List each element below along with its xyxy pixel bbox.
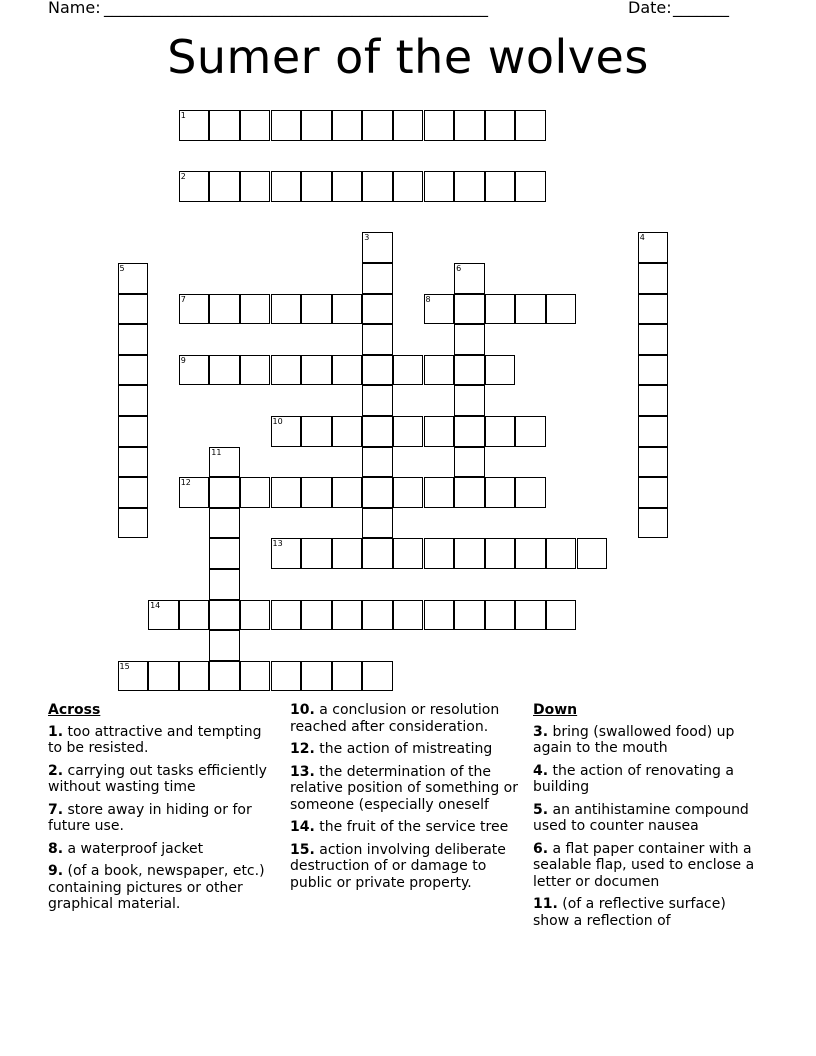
- grid-cell[interactable]: [362, 508, 393, 539]
- grid-cell[interactable]: [271, 416, 302, 447]
- grid-cell[interactable]: [240, 110, 271, 141]
- grid-cell[interactable]: [118, 508, 149, 539]
- grid-cell[interactable]: [240, 294, 271, 325]
- grid-cell[interactable]: [362, 385, 393, 416]
- clue-item: [533, 802, 765, 835]
- grid-cell[interactable]: [424, 477, 455, 508]
- grid-cell[interactable]: [454, 538, 485, 569]
- clue-number: 4: [639, 233, 645, 243]
- clue-item-number: 4.: [533, 762, 549, 779]
- clue-item-text: the fruit of the service tree: [319, 819, 509, 835]
- clue-item-number: 1.: [48, 723, 64, 740]
- across-list-2: [290, 702, 522, 891]
- clue-number: 13: [272, 539, 283, 549]
- grid-cell[interactable]: [424, 171, 455, 202]
- clue-item-text: the determination of the relative position of something or someone (especially oneself: [290, 763, 518, 813]
- clue-item: [533, 896, 765, 929]
- clue-number: 5: [119, 264, 125, 273]
- clue-number: 1: [180, 111, 186, 120]
- grid-cell[interactable]: [638, 508, 669, 539]
- grid-cell[interactable]: [638, 324, 669, 355]
- clue-number: 12: [180, 478, 191, 488]
- clue-number: 9: [180, 355, 186, 365]
- across-clues-column: [48, 702, 278, 919]
- grid-cell[interactable]: [362, 447, 393, 478]
- grid-cell[interactable]: [454, 355, 485, 386]
- grid-cell[interactable]: [209, 171, 240, 202]
- grid-cell[interactable]: [362, 538, 393, 569]
- grid-cell[interactable]: [209, 294, 240, 325]
- grid-cell[interactable]: [362, 294, 393, 325]
- clue-item: [290, 702, 522, 735]
- grid-cell[interactable]: [179, 171, 210, 202]
- grid-cell[interactable]: [118, 416, 149, 447]
- grid-cell[interactable]: [638, 355, 669, 386]
- grid-cell[interactable]: [393, 477, 424, 508]
- grid-cell[interactable]: [454, 294, 485, 325]
- grid-cell[interactable]: [271, 355, 302, 386]
- grid-cell[interactable]: [454, 477, 485, 508]
- clue-item-number: 15.: [290, 841, 315, 858]
- grid-cell[interactable]: [209, 477, 240, 508]
- clue-number: 6: [456, 264, 462, 273]
- clue-item: [48, 802, 278, 835]
- grid-cell[interactable]: [515, 600, 546, 631]
- grid-cell[interactable]: [638, 477, 669, 508]
- grid-cell[interactable]: [271, 294, 302, 325]
- grid-cell[interactable]: [638, 294, 669, 325]
- grid-cell[interactable]: [454, 385, 485, 416]
- clue-item-text: a conclusion or resolution reached after consideration.: [290, 702, 500, 735]
- grid-cell[interactable]: [454, 324, 485, 355]
- clue-item-number: 3.: [533, 723, 549, 740]
- grid-cell[interactable]: [118, 263, 149, 294]
- across-clues-column-2: [290, 702, 522, 897]
- grid-cell[interactable]: [362, 110, 393, 141]
- grid-cell[interactable]: [393, 171, 424, 202]
- grid-cell[interactable]: [332, 416, 363, 447]
- grid-cell[interactable]: [485, 171, 516, 202]
- grid-cell[interactable]: [332, 538, 363, 569]
- across-list: [48, 724, 278, 913]
- name-blank[interactable]: ________________________________________________: [104, 0, 488, 17]
- grid-cell[interactable]: [362, 661, 393, 692]
- grid-cell[interactable]: [546, 538, 577, 569]
- grid-cell[interactable]: [638, 232, 669, 263]
- clue-item-number: 10.: [290, 702, 315, 718]
- clue-item-number: 2.: [48, 762, 64, 779]
- grid-cell[interactable]: [362, 263, 393, 294]
- clue-item: [48, 863, 278, 913]
- grid-cell[interactable]: [393, 355, 424, 386]
- grid-cell[interactable]: [209, 600, 240, 631]
- clue-item: [290, 819, 522, 836]
- grid-cell[interactable]: [209, 447, 240, 478]
- clue-item: [48, 763, 278, 796]
- clue-item-text: an antihistamine compound used to counter nausea: [533, 801, 749, 834]
- grid-cell[interactable]: [240, 477, 271, 508]
- grid-cell[interactable]: [209, 661, 240, 692]
- clue-number: 14: [150, 600, 161, 610]
- clue-item-number: 13.: [290, 763, 315, 780]
- grid-cell[interactable]: [424, 416, 455, 447]
- grid-cell[interactable]: [209, 630, 240, 661]
- grid-cell[interactable]: [332, 600, 363, 631]
- grid-cell[interactable]: [485, 110, 516, 141]
- down-heading: Down: [533, 702, 578, 718]
- clue-item: [533, 841, 765, 891]
- down-clues-column: [533, 702, 765, 935]
- grid-cell[interactable]: [332, 477, 363, 508]
- grid-cell[interactable]: [332, 294, 363, 325]
- grid-cell[interactable]: [546, 600, 577, 631]
- grid-cell[interactable]: [148, 661, 179, 692]
- clue-item: [48, 841, 278, 858]
- grid-cell[interactable]: [362, 324, 393, 355]
- clue-item-number: 9.: [48, 863, 64, 879]
- grid-cell[interactable]: [179, 294, 210, 325]
- grid-cell[interactable]: [515, 477, 546, 508]
- grid-cell[interactable]: [179, 661, 210, 692]
- grid-cell[interactable]: [240, 171, 271, 202]
- date-blank[interactable]: _______: [673, 0, 729, 17]
- clue-item-text: (of a book, newspaper, etc.) containing pictures or other graphical material.: [48, 863, 265, 912]
- grid-cell[interactable]: [454, 263, 485, 294]
- name-label: Name:: [48, 0, 101, 17]
- grid-cell[interactable]: [271, 171, 302, 202]
- grid-cell[interactable]: [485, 477, 516, 508]
- grid-cell[interactable]: [638, 416, 669, 447]
- clue-item-text: store away in hiding or for future use.: [48, 801, 252, 834]
- clue-item: [48, 724, 278, 757]
- grid-cell[interactable]: [424, 538, 455, 569]
- grid-cell[interactable]: [454, 416, 485, 447]
- grid-cell[interactable]: [485, 416, 516, 447]
- grid-cell[interactable]: [209, 508, 240, 539]
- grid-cell[interactable]: [301, 477, 332, 508]
- grid-cell[interactable]: [209, 569, 240, 600]
- clue-item-number: 6.: [533, 840, 549, 857]
- grid-cell[interactable]: [638, 447, 669, 478]
- grid-cell[interactable]: [148, 600, 179, 631]
- clue-item-number: 7.: [48, 801, 64, 818]
- grid-cell[interactable]: [301, 661, 332, 692]
- grid-cell[interactable]: [118, 385, 149, 416]
- grid-cell[interactable]: [515, 171, 546, 202]
- across-heading: Across: [48, 702, 101, 718]
- grid-cell[interactable]: [179, 355, 210, 386]
- clue-item-number: 14.: [290, 819, 315, 835]
- grid-cell[interactable]: [393, 600, 424, 631]
- clue-item-text: bring (swallowed food) up again to the mouth: [533, 723, 735, 756]
- grid-cell[interactable]: [424, 294, 455, 325]
- grid-cell[interactable]: [485, 538, 516, 569]
- grid-cell[interactable]: [515, 538, 546, 569]
- grid-cell[interactable]: [179, 110, 210, 141]
- clue-item-text: too attractive and tempting to be resisted.: [48, 723, 262, 756]
- grid-cell[interactable]: [271, 600, 302, 631]
- clue-item-text: carrying out tasks efficiently without wasting time: [48, 762, 267, 795]
- grid-cell[interactable]: [240, 661, 271, 692]
- clue-item-text: (of a reflective surface) show a reflection of: [533, 896, 726, 929]
- grid-cell[interactable]: [271, 538, 302, 569]
- grid-cell[interactable]: [332, 110, 363, 141]
- grid-cell[interactable]: [362, 600, 393, 631]
- clue-item-number: 11.: [533, 896, 558, 912]
- clue-item-number: 5.: [533, 801, 549, 818]
- grid-cell[interactable]: [209, 538, 240, 569]
- clue-number: 3: [364, 233, 370, 243]
- grid-cell[interactable]: [424, 355, 455, 386]
- grid-cell[interactable]: [577, 538, 608, 569]
- grid-cell[interactable]: [301, 294, 332, 325]
- grid-cell[interactable]: [393, 110, 424, 141]
- grid-cell[interactable]: [638, 263, 669, 294]
- grid-cell[interactable]: [485, 355, 516, 386]
- grid-cell[interactable]: [118, 447, 149, 478]
- page-title: Sumer of the wolves: [167, 30, 649, 84]
- clue-item: [290, 741, 522, 758]
- grid-cell[interactable]: [301, 355, 332, 386]
- grid-cell[interactable]: [454, 110, 485, 141]
- clue-number: 15: [119, 661, 130, 671]
- clue-item: [533, 724, 765, 757]
- clue-number: 2: [180, 172, 186, 182]
- grid-cell[interactable]: [209, 355, 240, 386]
- clue-item-text: a flat paper container with a sealable flap, used to enclose a letter or documen: [533, 840, 755, 890]
- clue-item-text: a waterproof jacket: [67, 840, 204, 857]
- down-list: [533, 724, 765, 930]
- grid-cell[interactable]: [332, 355, 363, 386]
- grid-cell[interactable]: [424, 600, 455, 631]
- clue-item: [533, 763, 765, 796]
- clue-number: 10: [272, 417, 283, 426]
- clue-item-text: action involving deliberate destruction of or damage to public or private property.: [290, 841, 506, 891]
- grid-cell[interactable]: [332, 171, 363, 202]
- grid-cell[interactable]: [118, 324, 149, 355]
- grid-cell[interactable]: [515, 416, 546, 447]
- clue-number: 7: [180, 294, 186, 304]
- grid-cell[interactable]: [240, 600, 271, 631]
- clue-item-text: the action of mistreating: [319, 741, 493, 757]
- grid-cell[interactable]: [240, 355, 271, 386]
- clue-item-number: 8.: [48, 840, 64, 857]
- grid-cell[interactable]: [485, 294, 516, 325]
- grid-cell[interactable]: [546, 294, 577, 325]
- grid-cell[interactable]: [485, 600, 516, 631]
- grid-cell[interactable]: [454, 447, 485, 478]
- clue-item: [290, 842, 522, 892]
- clue-number: 11: [211, 447, 222, 457]
- clue-item-text: the action of renovating a building: [533, 762, 734, 795]
- clue-item: [290, 764, 522, 814]
- grid-cell[interactable]: [301, 538, 332, 569]
- grid-cell[interactable]: [271, 661, 302, 692]
- clue-number: 8: [425, 294, 431, 304]
- grid-cell[interactable]: [362, 355, 393, 386]
- grid-cell[interactable]: [362, 477, 393, 508]
- grid-cell[interactable]: [209, 110, 240, 141]
- grid-cell[interactable]: [362, 232, 393, 263]
- grid-cell[interactable]: [179, 477, 210, 508]
- grid-cell[interactable]: [454, 600, 485, 631]
- grid-cell[interactable]: [118, 477, 149, 508]
- grid-cell[interactable]: [271, 477, 302, 508]
- grid-cell[interactable]: [362, 416, 393, 447]
- grid-cell[interactable]: [424, 110, 455, 141]
- grid-cell[interactable]: [454, 171, 485, 202]
- grid-cell[interactable]: [301, 171, 332, 202]
- grid-cell[interactable]: [271, 110, 302, 141]
- date-label: Date:: [628, 0, 672, 17]
- grid-cell[interactable]: [638, 385, 669, 416]
- grid-cell[interactable]: [118, 661, 149, 692]
- grid-cell[interactable]: [301, 416, 332, 447]
- clue-item-number: 12.: [290, 741, 315, 757]
- grid-cell[interactable]: [332, 661, 363, 692]
- grid-cell[interactable]: [515, 294, 546, 325]
- grid-cell[interactable]: [301, 110, 332, 141]
- grid-cell[interactable]: [393, 416, 424, 447]
- grid-cell[interactable]: [179, 600, 210, 631]
- grid-cell[interactable]: [118, 355, 149, 386]
- grid-cell[interactable]: [118, 294, 149, 325]
- grid-cell[interactable]: [393, 538, 424, 569]
- grid-cell[interactable]: [362, 171, 393, 202]
- grid-cell[interactable]: [301, 600, 332, 631]
- grid-cell[interactable]: [515, 110, 546, 141]
